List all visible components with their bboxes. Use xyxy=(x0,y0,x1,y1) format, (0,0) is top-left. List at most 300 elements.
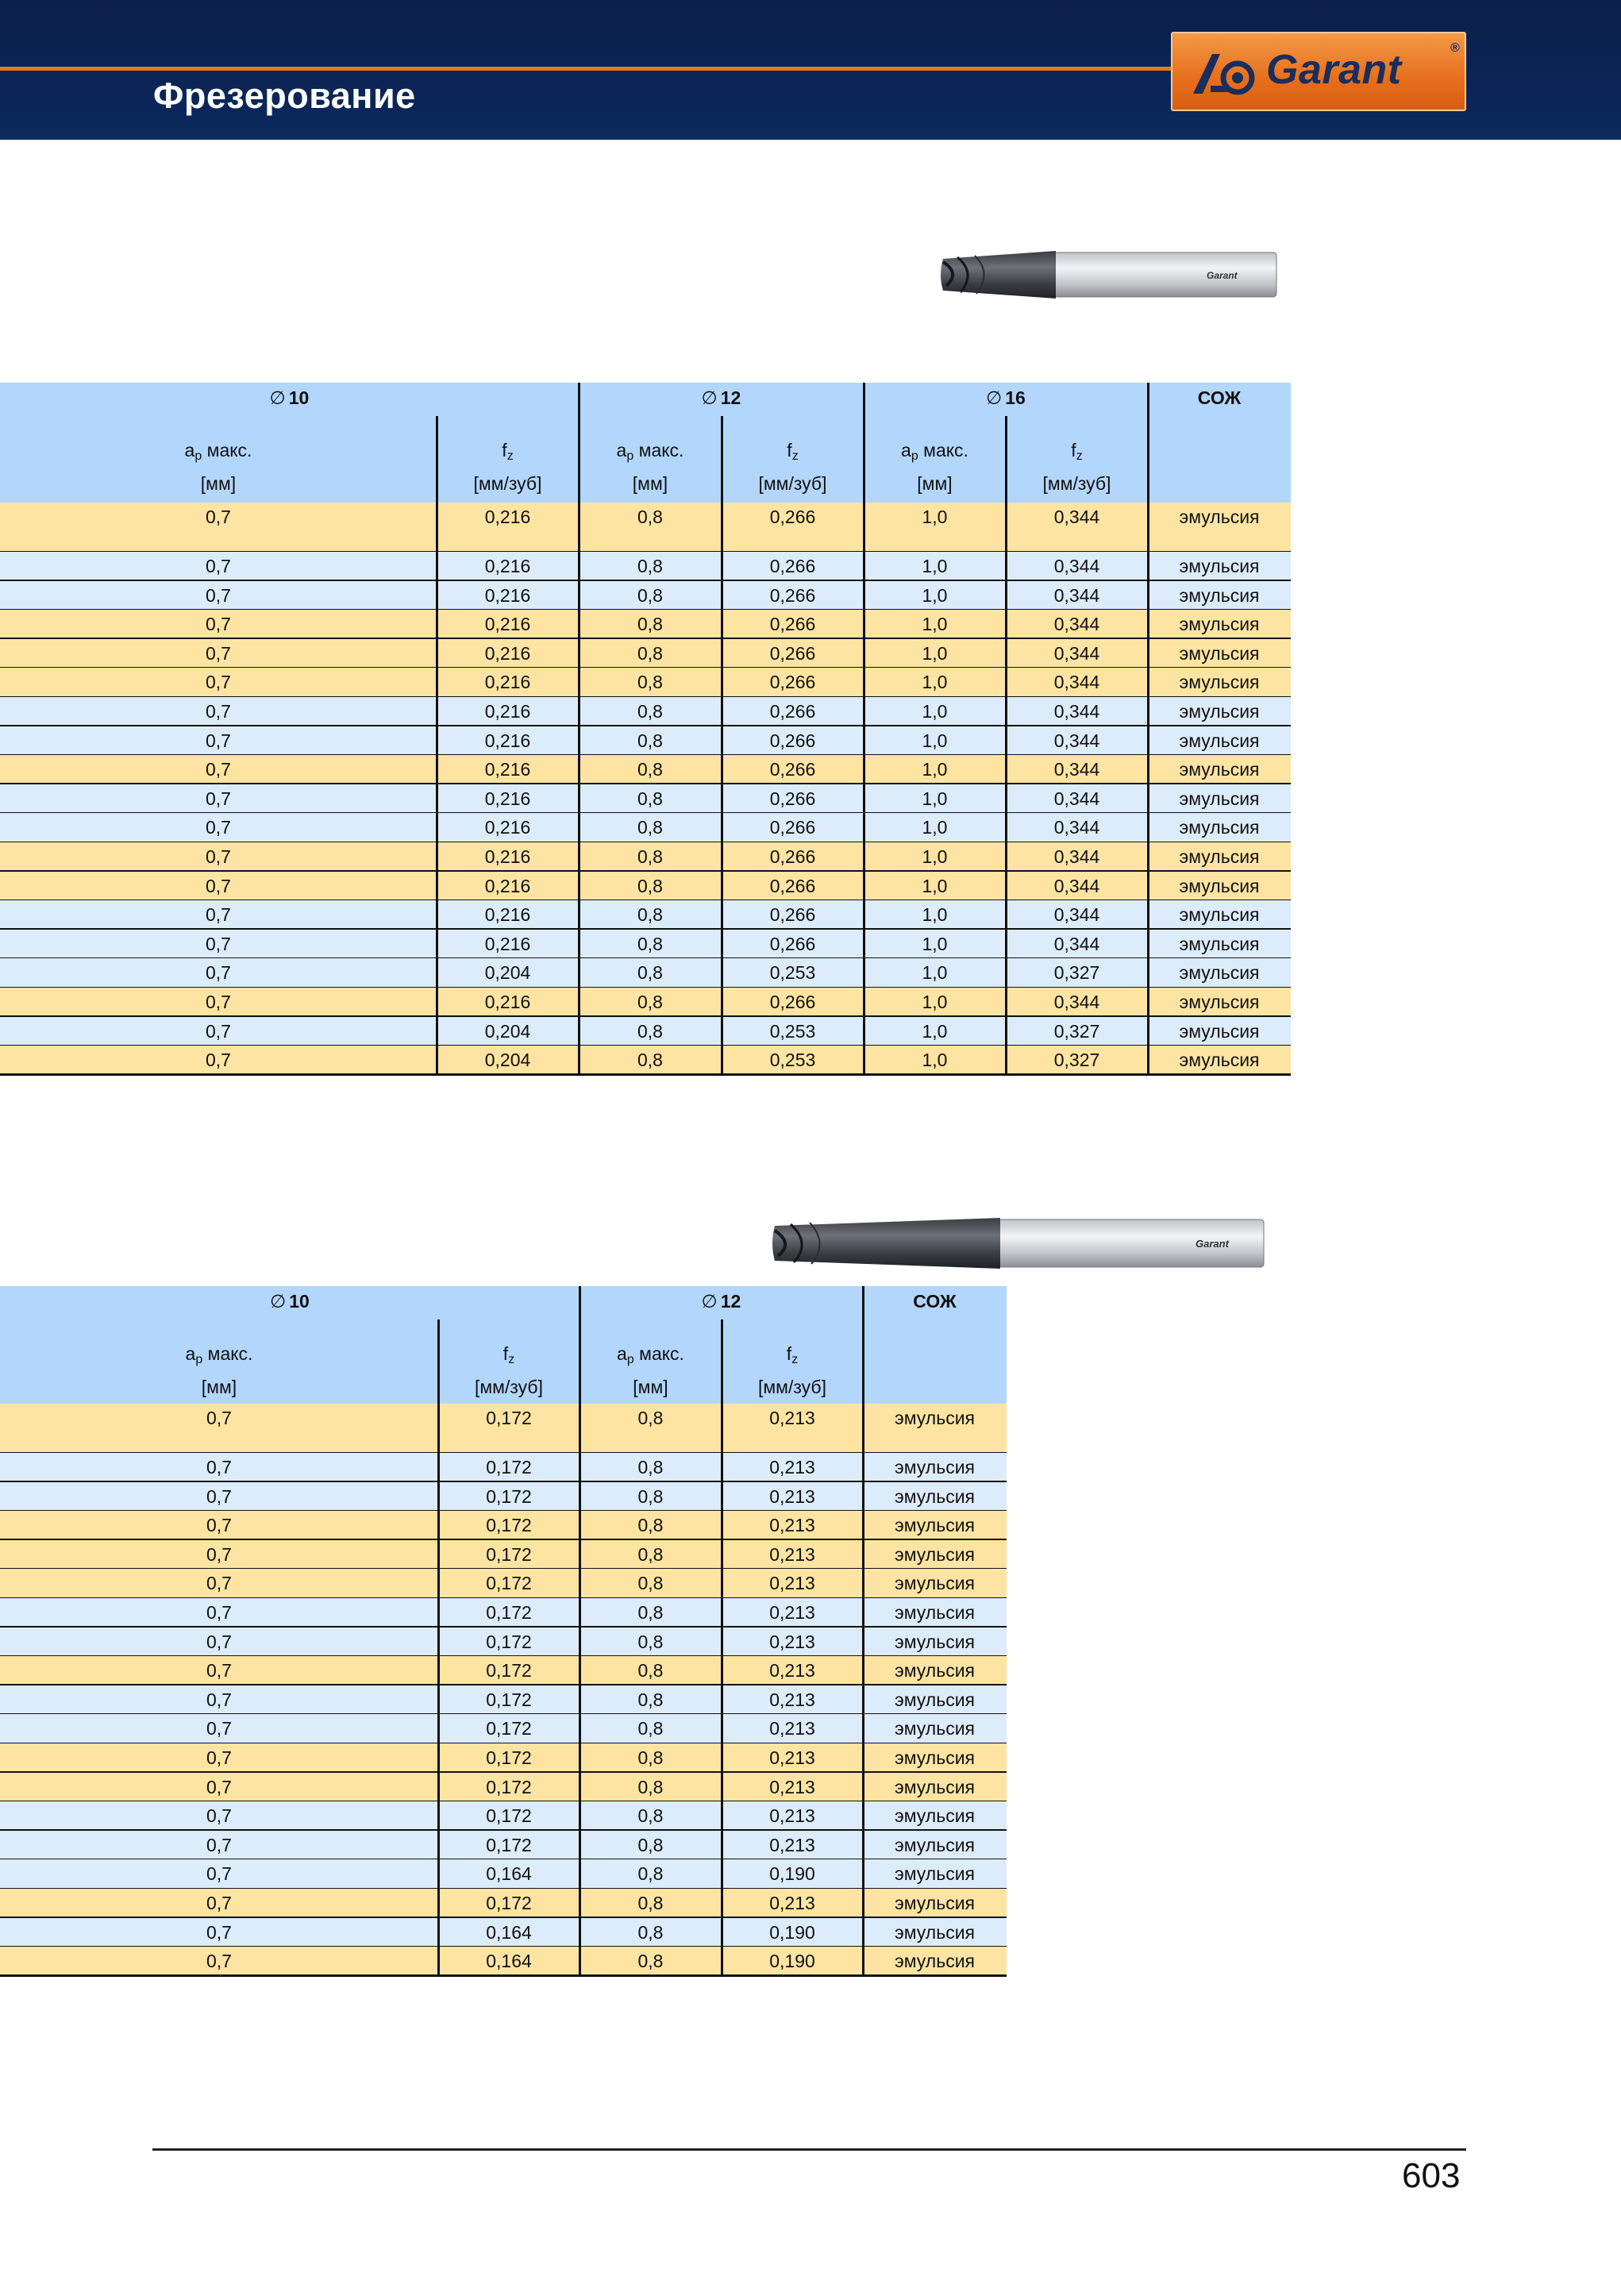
fz-value-cell: 0,327 xyxy=(1053,1020,1100,1042)
fz-value-cell: 0,172 xyxy=(486,1718,532,1739)
fz-value-cell: 0,216 xyxy=(484,933,531,954)
table-header xyxy=(0,1286,1007,1404)
ap-value-cell: 0,7 xyxy=(206,1515,232,1536)
ap-value-cell: 0,8 xyxy=(637,1050,663,1071)
table-row xyxy=(0,1017,1291,1046)
table-row xyxy=(0,1404,1007,1453)
ap-value-cell: 0,7 xyxy=(206,730,231,751)
ap-value-cell: 0,7 xyxy=(206,1689,232,1710)
column-separator xyxy=(862,1286,864,1976)
header-accent-line xyxy=(0,67,1175,71)
fz-value-cell: 0,216 xyxy=(484,730,531,751)
table-header xyxy=(0,383,1291,503)
ap-value-cell: 0,7 xyxy=(206,846,231,867)
diameter-icon: ∅ xyxy=(701,1291,718,1312)
ap-value-cell: 1,0 xyxy=(922,507,948,527)
ap-label: макс. xyxy=(638,440,684,460)
ap-value-cell: 0,8 xyxy=(637,1747,664,1768)
table-row xyxy=(0,1540,1007,1570)
fz-value-cell: 0,172 xyxy=(486,1689,532,1710)
ap-value-cell: 0,7 xyxy=(206,1834,232,1855)
table-row xyxy=(0,1656,1007,1685)
fz-value-cell: 0,216 xyxy=(484,759,531,780)
fz-value-cell: 0,266 xyxy=(769,672,816,693)
fz-value-cell: 0,344 xyxy=(1053,507,1100,527)
coolant-cell: эмульсия xyxy=(894,1776,975,1797)
fz-value-cell: 0,344 xyxy=(1053,933,1100,954)
fz-value-cell: 0,190 xyxy=(769,1863,815,1885)
ap-value-cell: 0,7 xyxy=(206,759,231,780)
ap-label: макс. xyxy=(639,1343,684,1364)
coolant-cell: эмульсия xyxy=(1179,642,1260,664)
fz-value-cell: 0,172 xyxy=(486,1543,532,1565)
coolant-cell: эмульсия xyxy=(894,1893,975,1913)
diameter-icon: ∅ xyxy=(701,387,718,408)
fz-value-cell: 0,190 xyxy=(769,1951,815,1972)
ap-value-cell: 0,8 xyxy=(637,730,663,751)
ap-value-cell: 0,7 xyxy=(206,584,231,606)
coolant-cell: эмульсия xyxy=(894,1805,975,1827)
coolant-cell: эмульсия xyxy=(1179,759,1260,780)
ap-value-cell: 0,8 xyxy=(637,1689,664,1710)
table-row xyxy=(0,1598,1007,1628)
coolant-cell: эмульсия xyxy=(894,1485,975,1507)
table-row xyxy=(0,726,1291,756)
fz-value-cell: 0,213 xyxy=(769,1485,815,1507)
ap-value-cell: 0,7 xyxy=(206,1893,232,1913)
fz-value-cell: 0,266 xyxy=(769,642,816,664)
fz-value-cell: 0,266 xyxy=(769,875,816,896)
ap-value-cell: 0,7 xyxy=(206,1485,232,1507)
fz-value-cell: 0,172 xyxy=(486,1747,532,1768)
ap-value-cell: 0,8 xyxy=(637,817,663,838)
fz-value-cell: 0,172 xyxy=(486,1660,532,1682)
ap-value-cell: 1,0 xyxy=(922,962,948,984)
coolant-cell: эмульсия xyxy=(1179,507,1260,527)
ap-value-cell: 0,8 xyxy=(637,556,663,576)
ap-value-cell: 0,8 xyxy=(637,1951,664,1972)
ap-value-cell: 0,8 xyxy=(637,875,663,896)
fz-value-cell: 0,266 xyxy=(769,556,816,576)
diameter-value: 12 xyxy=(720,1291,741,1312)
table-row xyxy=(0,697,1291,726)
unit-mm: [мм] xyxy=(200,473,237,494)
coolant-cell: эмульсия xyxy=(1179,992,1260,1012)
ap-value-cell: 1,0 xyxy=(922,875,948,896)
diameter-header xyxy=(0,387,579,409)
coolant-cell: эмульсия xyxy=(894,1921,975,1943)
table-row xyxy=(0,1453,1007,1482)
ap-value-cell: 1,0 xyxy=(922,556,948,576)
fz-header: $f_z$ [мм/зуб] xyxy=(473,440,542,494)
fz-value-cell: 0,216 xyxy=(484,507,531,527)
garant-logo-mark-icon xyxy=(1192,51,1263,95)
table-row xyxy=(0,1482,1007,1512)
fz-value-cell: 0,216 xyxy=(484,672,531,693)
footer-rule xyxy=(152,2148,1466,2151)
table-row xyxy=(0,1889,1007,1918)
unit-mm-per-tooth: [мм/зуб] xyxy=(474,1377,543,1397)
diameter-header xyxy=(864,387,1148,409)
coolant-header: СОЖ xyxy=(1197,387,1242,408)
column-separator xyxy=(437,1319,440,1976)
coolant-cell: эмульсия xyxy=(894,1863,975,1885)
fz-value-cell: 0,344 xyxy=(1053,817,1100,838)
ap-label: макс. xyxy=(923,440,968,460)
fz-value-cell: 0,344 xyxy=(1053,759,1100,780)
fz-value-cell: 0,344 xyxy=(1053,846,1100,867)
fz-value-cell: 0,266 xyxy=(769,759,816,780)
fz-value-cell: 0,266 xyxy=(769,614,816,635)
coolant-cell: эмульсия xyxy=(1179,672,1260,693)
fz-value-cell: 0,216 xyxy=(484,556,531,576)
diameter-value: 10 xyxy=(288,387,310,408)
fz-header: $f_z$ [мм/зуб] xyxy=(758,440,827,494)
fz-value-cell: 0,213 xyxy=(769,1543,815,1565)
ap-value-cell: 0,8 xyxy=(637,759,663,780)
ap-value-cell: 0,7 xyxy=(206,1543,232,1565)
fz-value-cell: 0,266 xyxy=(769,584,816,606)
fz-value-cell: 0,266 xyxy=(769,992,816,1012)
table-row xyxy=(0,1947,1007,1976)
fz-value-cell: 0,216 xyxy=(484,701,531,722)
ap-value-cell: 0,8 xyxy=(637,1776,664,1797)
fz-value-cell: 0,216 xyxy=(484,584,531,606)
column-separator xyxy=(579,1286,581,1976)
coolant-cell: эмульсия xyxy=(894,1515,975,1536)
fz-value-cell: 0,213 xyxy=(769,1602,815,1623)
coolant-cell: эмульсия xyxy=(1179,904,1260,926)
fz-value-cell: 0,216 xyxy=(484,817,531,838)
ap-max-header: $a_p$ макс. [мм] xyxy=(185,1343,253,1397)
fz-value-cell: 0,190 xyxy=(769,1921,815,1943)
table-row xyxy=(0,552,1291,581)
fz-value-cell: 0,172 xyxy=(486,1602,532,1623)
ap-value-cell: 1,0 xyxy=(922,642,948,664)
table-row xyxy=(0,784,1291,814)
coolant-cell: эмульсия xyxy=(1179,1020,1260,1042)
fz-value-cell: 0,172 xyxy=(486,1573,532,1594)
ap-value-cell: 0,8 xyxy=(637,962,663,984)
registered-mark: ® xyxy=(1450,41,1460,55)
coolant-cell: эмульсия xyxy=(894,1834,975,1855)
ap-value-cell: 0,7 xyxy=(206,875,231,896)
row-separator xyxy=(0,1974,1007,1977)
fz-value-cell: 0,213 xyxy=(769,1689,815,1710)
table-row xyxy=(0,842,1291,872)
coolant-cell: эмульсия xyxy=(1179,875,1260,896)
fz-value-cell: 0,216 xyxy=(484,992,531,1012)
table-row xyxy=(0,1511,1007,1540)
table-row xyxy=(0,668,1291,697)
ap-value-cell: 0,7 xyxy=(206,817,231,838)
fz-value-cell: 0,344 xyxy=(1053,701,1100,722)
ap-value-cell: 0,7 xyxy=(206,642,231,664)
fz-value-cell: 0,216 xyxy=(484,642,531,664)
ap-value-cell: 0,8 xyxy=(637,1805,664,1827)
ap-value-cell: 0,7 xyxy=(206,1631,232,1652)
fz-value-cell: 0,213 xyxy=(769,1893,815,1913)
column-separator xyxy=(721,1319,723,1976)
fz-value-cell: 0,344 xyxy=(1053,556,1100,576)
coolant-cell: эмульсия xyxy=(1179,846,1260,867)
coolant-cell: эмульсия xyxy=(1179,584,1260,606)
ap-value-cell: 0,8 xyxy=(637,1863,664,1885)
fz-value-cell: 0,344 xyxy=(1053,875,1100,896)
fz-value-cell: 0,172 xyxy=(486,1457,532,1477)
table-row xyxy=(0,872,1291,901)
diameter-value: 10 xyxy=(289,1291,310,1312)
fz-value-cell: 0,266 xyxy=(769,507,816,527)
ap-value-cell: 0,7 xyxy=(206,1457,232,1477)
coolant-cell: эмульсия xyxy=(1179,730,1260,751)
coolant-cell: эмульсия xyxy=(894,1951,975,1972)
table-row xyxy=(0,639,1291,668)
ap-value-cell: 1,0 xyxy=(922,846,948,867)
fz-value-cell: 0,172 xyxy=(486,1893,532,1913)
fz-value-cell: 0,344 xyxy=(1053,642,1100,664)
ap-value-cell: 0,8 xyxy=(637,904,663,926)
fz-value-cell: 0,213 xyxy=(769,1834,815,1855)
fz-value-cell: 0,204 xyxy=(484,1020,531,1042)
unit-mm-per-tooth: [мм/зуб] xyxy=(757,1377,826,1397)
ap-value-cell: 0,7 xyxy=(206,672,231,693)
fz-value-cell: 0,213 xyxy=(769,1573,815,1594)
fz-value-cell: 0,344 xyxy=(1053,904,1100,926)
fz-value-cell: 0,164 xyxy=(486,1951,532,1972)
ap-value-cell: 0,8 xyxy=(637,1457,664,1477)
coolant-cell: эмульсия xyxy=(894,1408,975,1428)
coolant-cell: эмульсия xyxy=(1179,614,1260,635)
tool-engraving: Garant xyxy=(1196,1238,1229,1250)
ap-value-cell: 0,8 xyxy=(637,1543,664,1565)
fz-value-cell: 0,216 xyxy=(484,904,531,926)
diameter-header xyxy=(0,1291,579,1312)
cutting-data-table-1 xyxy=(0,383,1291,1075)
ap-value-cell: 1,0 xyxy=(922,1050,948,1071)
coolant-cell: эмульсия xyxy=(1179,701,1260,722)
fz-value-cell: 0,266 xyxy=(769,904,816,926)
fz-value-cell: 0,327 xyxy=(1053,962,1100,984)
diameter-header xyxy=(579,1291,863,1312)
ap-value-cell: 0,7 xyxy=(206,1602,232,1623)
ap-max-header: $a_p$ макс. [мм] xyxy=(617,1343,684,1397)
fz-value-cell: 0,213 xyxy=(769,1747,815,1768)
ap-max-header: $a_p$ макс. [мм] xyxy=(616,440,684,494)
table-row xyxy=(0,1801,1007,1831)
column-separator xyxy=(1005,416,1007,1075)
fz-value-cell: 0,266 xyxy=(769,846,816,867)
fz-value-cell: 0,344 xyxy=(1053,584,1100,606)
fz-value-cell: 0,213 xyxy=(769,1457,815,1477)
ap-value-cell: 0,8 xyxy=(637,933,663,954)
ap-value-cell: 0,8 xyxy=(637,642,663,664)
ap-value-cell: 0,8 xyxy=(637,1408,664,1428)
ap-value-cell: 1,0 xyxy=(922,788,948,809)
fz-value-cell: 0,253 xyxy=(769,1020,816,1042)
fz-value-cell: 0,344 xyxy=(1053,788,1100,809)
ap-value-cell: 0,8 xyxy=(637,846,663,867)
table-row xyxy=(0,1569,1007,1598)
fz-value-cell: 0,164 xyxy=(486,1921,532,1943)
ap-value-cell: 1,0 xyxy=(922,672,948,693)
fz-value-cell: 0,172 xyxy=(486,1834,532,1855)
ap-value-cell: 1,0 xyxy=(922,1020,948,1042)
table-row xyxy=(0,988,1291,1017)
ap-value-cell: 1,0 xyxy=(922,904,948,926)
ap-value-cell: 0,8 xyxy=(637,672,663,693)
fz-value-cell: 0,266 xyxy=(769,933,816,954)
coolant-cell: эмульсия xyxy=(1179,817,1260,838)
diameter-header xyxy=(579,387,864,409)
cutting-data-table-2 xyxy=(0,1286,1007,1976)
coolant-cell: эмульсия xyxy=(894,1573,975,1594)
table-row xyxy=(0,1743,1007,1773)
ap-value-cell: 0,8 xyxy=(637,1921,664,1943)
fz-value-cell: 0,213 xyxy=(769,1718,815,1739)
ap-value-cell: 0,8 xyxy=(637,1020,663,1042)
diameter-value: 16 xyxy=(1005,387,1026,408)
ap-value-cell: 0,8 xyxy=(637,788,663,809)
ap-value-cell: 0,7 xyxy=(206,1020,231,1042)
fz-value-cell: 0,266 xyxy=(769,817,816,838)
ap-value-cell: 0,8 xyxy=(637,1660,664,1682)
unit-mm-per-tooth: [мм/зуб] xyxy=(473,473,542,494)
fz-value-cell: 0,164 xyxy=(486,1863,532,1885)
fz-value-cell: 0,172 xyxy=(486,1515,532,1536)
ap-value-cell: 0,8 xyxy=(637,992,663,1012)
table-row xyxy=(0,1714,1007,1743)
page-header xyxy=(0,0,1621,140)
ap-value-cell: 0,7 xyxy=(206,507,231,527)
ap-value-cell: 0,8 xyxy=(637,1602,664,1623)
fz-value-cell: 0,253 xyxy=(769,1050,816,1071)
ap-value-cell: 0,7 xyxy=(206,1660,232,1682)
page-title: Фрезерование xyxy=(153,75,416,116)
fz-value-cell: 0,172 xyxy=(486,1776,532,1797)
table-row xyxy=(0,1831,1007,1860)
fz-header: $f_z$ [мм/зуб] xyxy=(757,1343,826,1397)
table-row xyxy=(0,610,1291,639)
coolant-cell: эмульсия xyxy=(1179,962,1260,984)
ap-value-cell: 0,8 xyxy=(637,1485,664,1507)
ap-value-cell: 0,7 xyxy=(206,556,231,576)
fz-value-cell: 0,213 xyxy=(769,1515,815,1536)
coolant-header: СОЖ xyxy=(913,1291,957,1312)
diameter-icon: ∅ xyxy=(270,1291,287,1312)
coolant-cell: эмульсия xyxy=(1179,556,1260,576)
fz-value-cell: 0,216 xyxy=(484,614,531,635)
table-row xyxy=(0,1628,1007,1657)
table-row xyxy=(0,813,1291,842)
ap-value-cell: 0,8 xyxy=(637,614,663,635)
coolant-cell: эмульсия xyxy=(1179,1050,1260,1071)
ap-value-cell: 1,0 xyxy=(922,701,948,722)
row-separator xyxy=(0,1073,1291,1076)
fz-value-cell: 0,204 xyxy=(484,1050,531,1071)
fz-value-cell: 0,266 xyxy=(769,788,816,809)
ap-value-cell: 1,0 xyxy=(922,614,948,635)
end-mill-tool-image-2 xyxy=(768,1215,1276,1272)
fz-value-cell: 0,216 xyxy=(484,788,531,809)
coolant-cell: эмульсия xyxy=(894,1689,975,1710)
ap-value-cell: 0,7 xyxy=(206,1805,232,1827)
ap-max-header: $a_p$ макс. [мм] xyxy=(184,440,252,494)
ap-value-cell: 0,8 xyxy=(637,1515,664,1536)
ap-value-cell: 1,0 xyxy=(922,992,948,1012)
fz-value-cell: 0,213 xyxy=(769,1805,815,1827)
table-row xyxy=(0,900,1291,930)
garant-logo xyxy=(1171,32,1466,111)
fz-value-cell: 0,253 xyxy=(769,962,816,984)
ap-value-cell: 0,8 xyxy=(637,1573,664,1594)
fz-value-cell: 0,213 xyxy=(769,1660,815,1682)
fz-value-cell: 0,213 xyxy=(769,1776,815,1797)
ap-value-cell: 0,7 xyxy=(206,904,231,926)
table-row xyxy=(0,755,1291,784)
ap-label: макс. xyxy=(206,440,252,460)
table-row xyxy=(0,1685,1007,1715)
table-row xyxy=(0,958,1291,988)
coolant-cell: эмульсия xyxy=(894,1718,975,1739)
column-separator xyxy=(1147,383,1149,1075)
ap-value-cell: 0,7 xyxy=(206,1573,232,1594)
ap-value-cell: 0,7 xyxy=(206,1050,231,1071)
column-separator xyxy=(863,383,865,1075)
ap-value-cell: 0,7 xyxy=(206,992,231,1012)
ap-value-cell: 1,0 xyxy=(922,730,948,751)
fz-header: $f_z$ [мм/зуб] xyxy=(474,1343,543,1397)
ap-value-cell: 1,0 xyxy=(922,759,948,780)
table-row xyxy=(0,503,1291,552)
ap-value-cell: 0,7 xyxy=(206,1951,232,1972)
unit-mm: [мм] xyxy=(632,473,668,494)
ap-value-cell: 0,8 xyxy=(637,1834,664,1855)
fz-value-cell: 0,172 xyxy=(486,1485,532,1507)
coolant-cell: эмульсия xyxy=(1179,933,1260,954)
fz-value-cell: 0,172 xyxy=(486,1408,532,1428)
coolant-cell: эмульсия xyxy=(1179,788,1260,809)
table-row xyxy=(0,1859,1007,1889)
ap-value-cell: 0,7 xyxy=(206,701,231,722)
ap-value-cell: 0,7 xyxy=(206,1747,232,1768)
ap-value-cell: 1,0 xyxy=(922,584,948,606)
fz-value-cell: 0,213 xyxy=(769,1408,815,1428)
column-separator xyxy=(578,383,580,1075)
diameter-icon: ∅ xyxy=(986,387,1003,408)
fz-value-cell: 0,213 xyxy=(769,1631,815,1652)
ap-value-cell: 0,7 xyxy=(206,614,231,635)
unit-mm: [мм] xyxy=(201,1377,237,1397)
ap-value-cell: 0,8 xyxy=(637,507,663,527)
ap-value-cell: 1,0 xyxy=(922,933,948,954)
column-separator xyxy=(721,416,723,1075)
fz-value-cell: 0,172 xyxy=(486,1631,532,1652)
coolant-cell: эмульсия xyxy=(894,1660,975,1682)
fz-header: $f_z$ [мм/зуб] xyxy=(1042,440,1111,494)
fz-value-cell: 0,216 xyxy=(484,846,531,867)
diameter-icon: ∅ xyxy=(269,387,286,408)
fz-value-cell: 0,204 xyxy=(484,962,531,984)
unit-mm: [мм] xyxy=(917,473,953,494)
coolant-cell: эмульсия xyxy=(894,1631,975,1652)
garant-logo-text: Garant xyxy=(1266,47,1402,93)
ap-value-cell: 0,7 xyxy=(206,1863,232,1885)
fz-value-cell: 0,327 xyxy=(1053,1050,1100,1071)
ap-label: макс. xyxy=(207,1343,253,1364)
unit-mm-per-tooth: [мм/зуб] xyxy=(758,473,827,494)
ap-value-cell: 0,8 xyxy=(637,701,663,722)
